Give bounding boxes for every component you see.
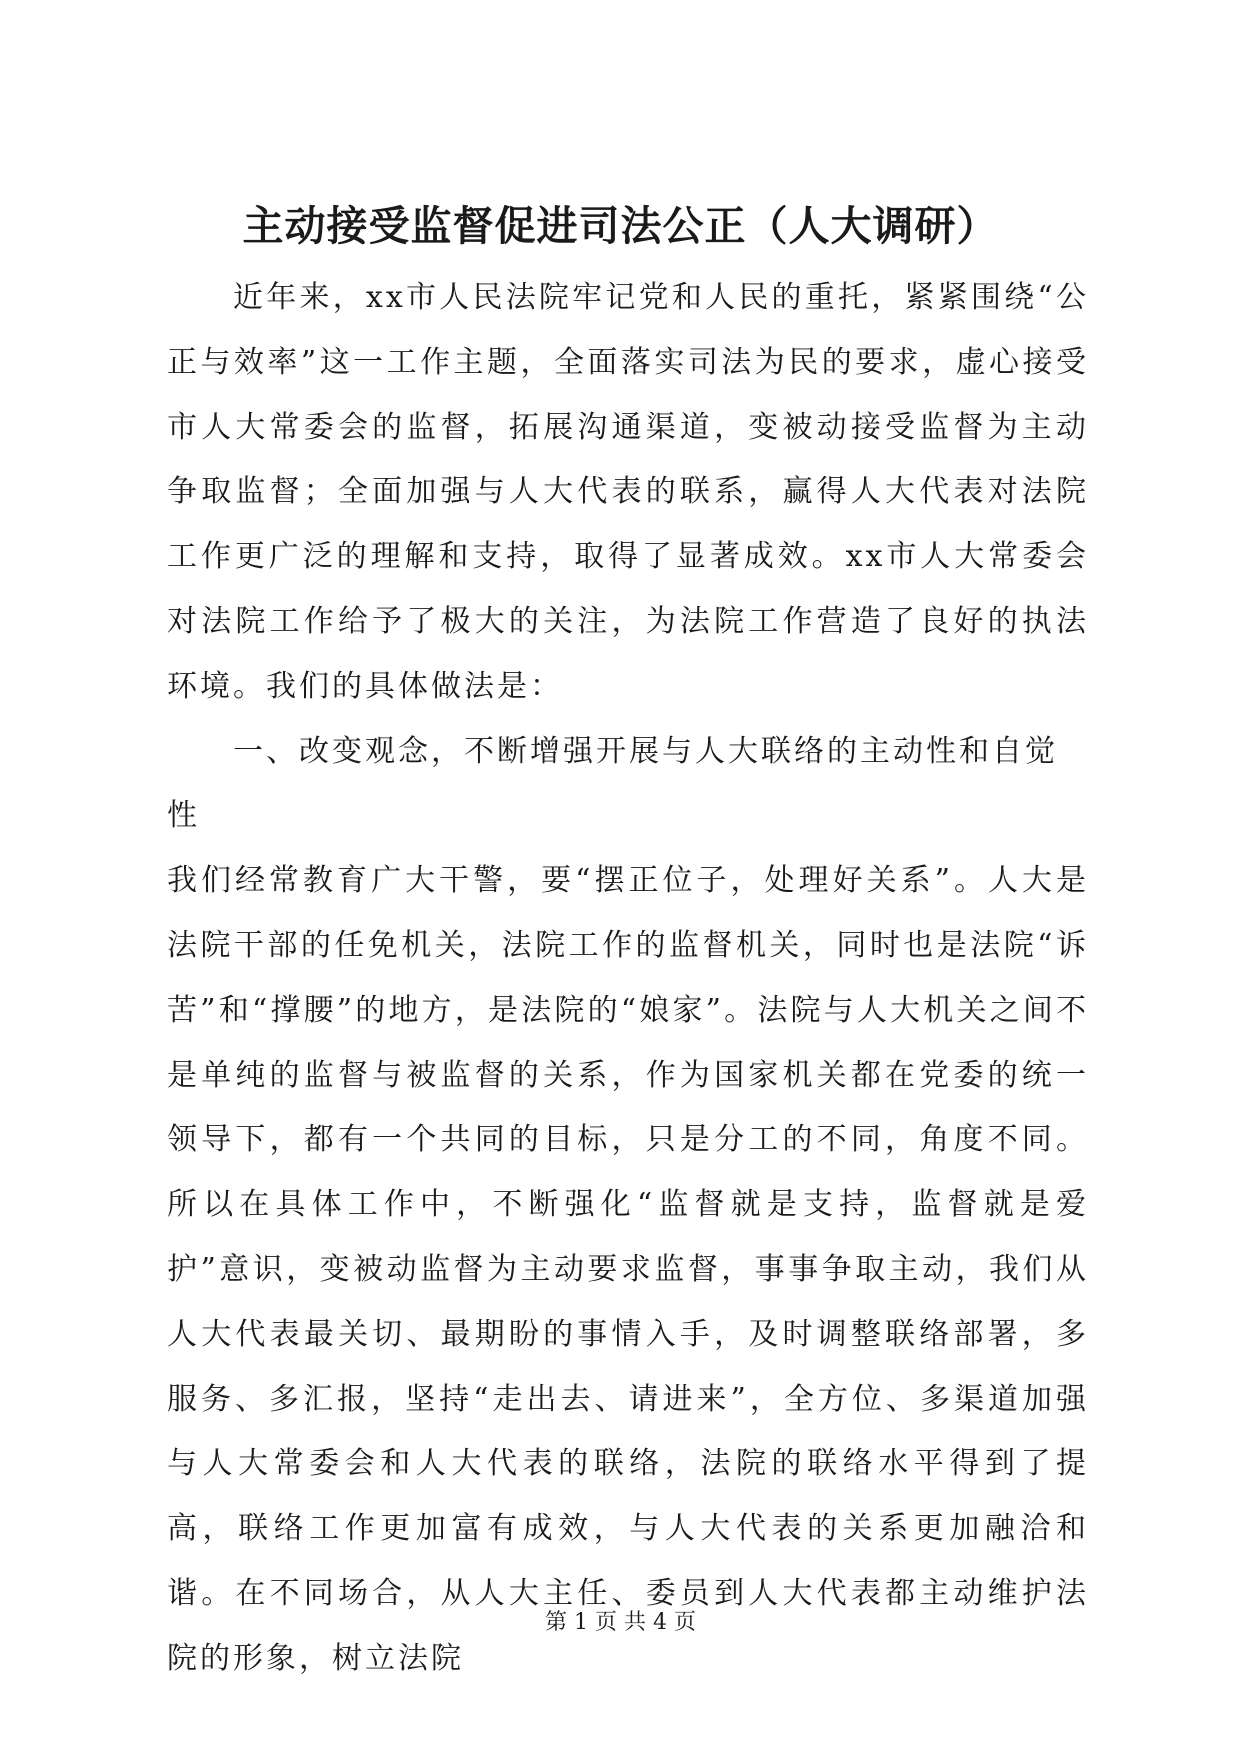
document-title: 主动接受监督促进司法公正（人大调研） [242,202,999,250]
section-heading-1: 一、改变观念，不断增强开展与人大联络的主动性和自觉性 [167,733,1058,834]
page-number-footer: 第 1 页 共 4 页 [545,1610,696,1635]
document-body [167,266,1089,1692]
paragraph-section-1: 我们经常教育广大干警，要“摆正位子，处理好关系”。人大是法院干部的任免机关，法院工作的监督机关，同时也是法院“诉苦”和“撑腰”的地方，是法院的“娘家”。法院与人大机关之间不是单纯的监督与被监督的关系，作为国家机关都在党委的统一领导下，都有一个共同的目标，只是分工的不同，角度不同。所以在具体工作中，不断强化“监督就是支持，监督就是爱护”意识，变被动监督为主动要求监督，事事争取主动，我们从人大代表最关切、最期盼的事情入手，及时调整联络部署，多服务、多汇报，坚持“走出去、请进来”，全方位、多渠道加强与人大常委会和人大代表的联络，法院的联络水平得到了提高，联络工作更加富有成效，与人大代表的关系更加融洽和谐。在不同场合，从人大主任、委员到人大代表都主动维护法院的形象，树立法院 [167,863,1089,1676]
paragraph-intro: 近年来，xx市人民法院牢记党和人民的重托，紧紧围绕“公正与效率”这一工作主题，全面落实司法为民的要求，虚心接受市人大常委会的监督，拓展沟通渠道，变被动接受监督为主动争取监督；全面加强与人大代表的联系，赢得人大代表对法院工作更广泛的理解和支持，取得了显著成效。xx市人大常委会对法院工作给予了极大的关注，为法院工作营造了良好的执法环境。我们的具体做法是： [167,280,1089,704]
